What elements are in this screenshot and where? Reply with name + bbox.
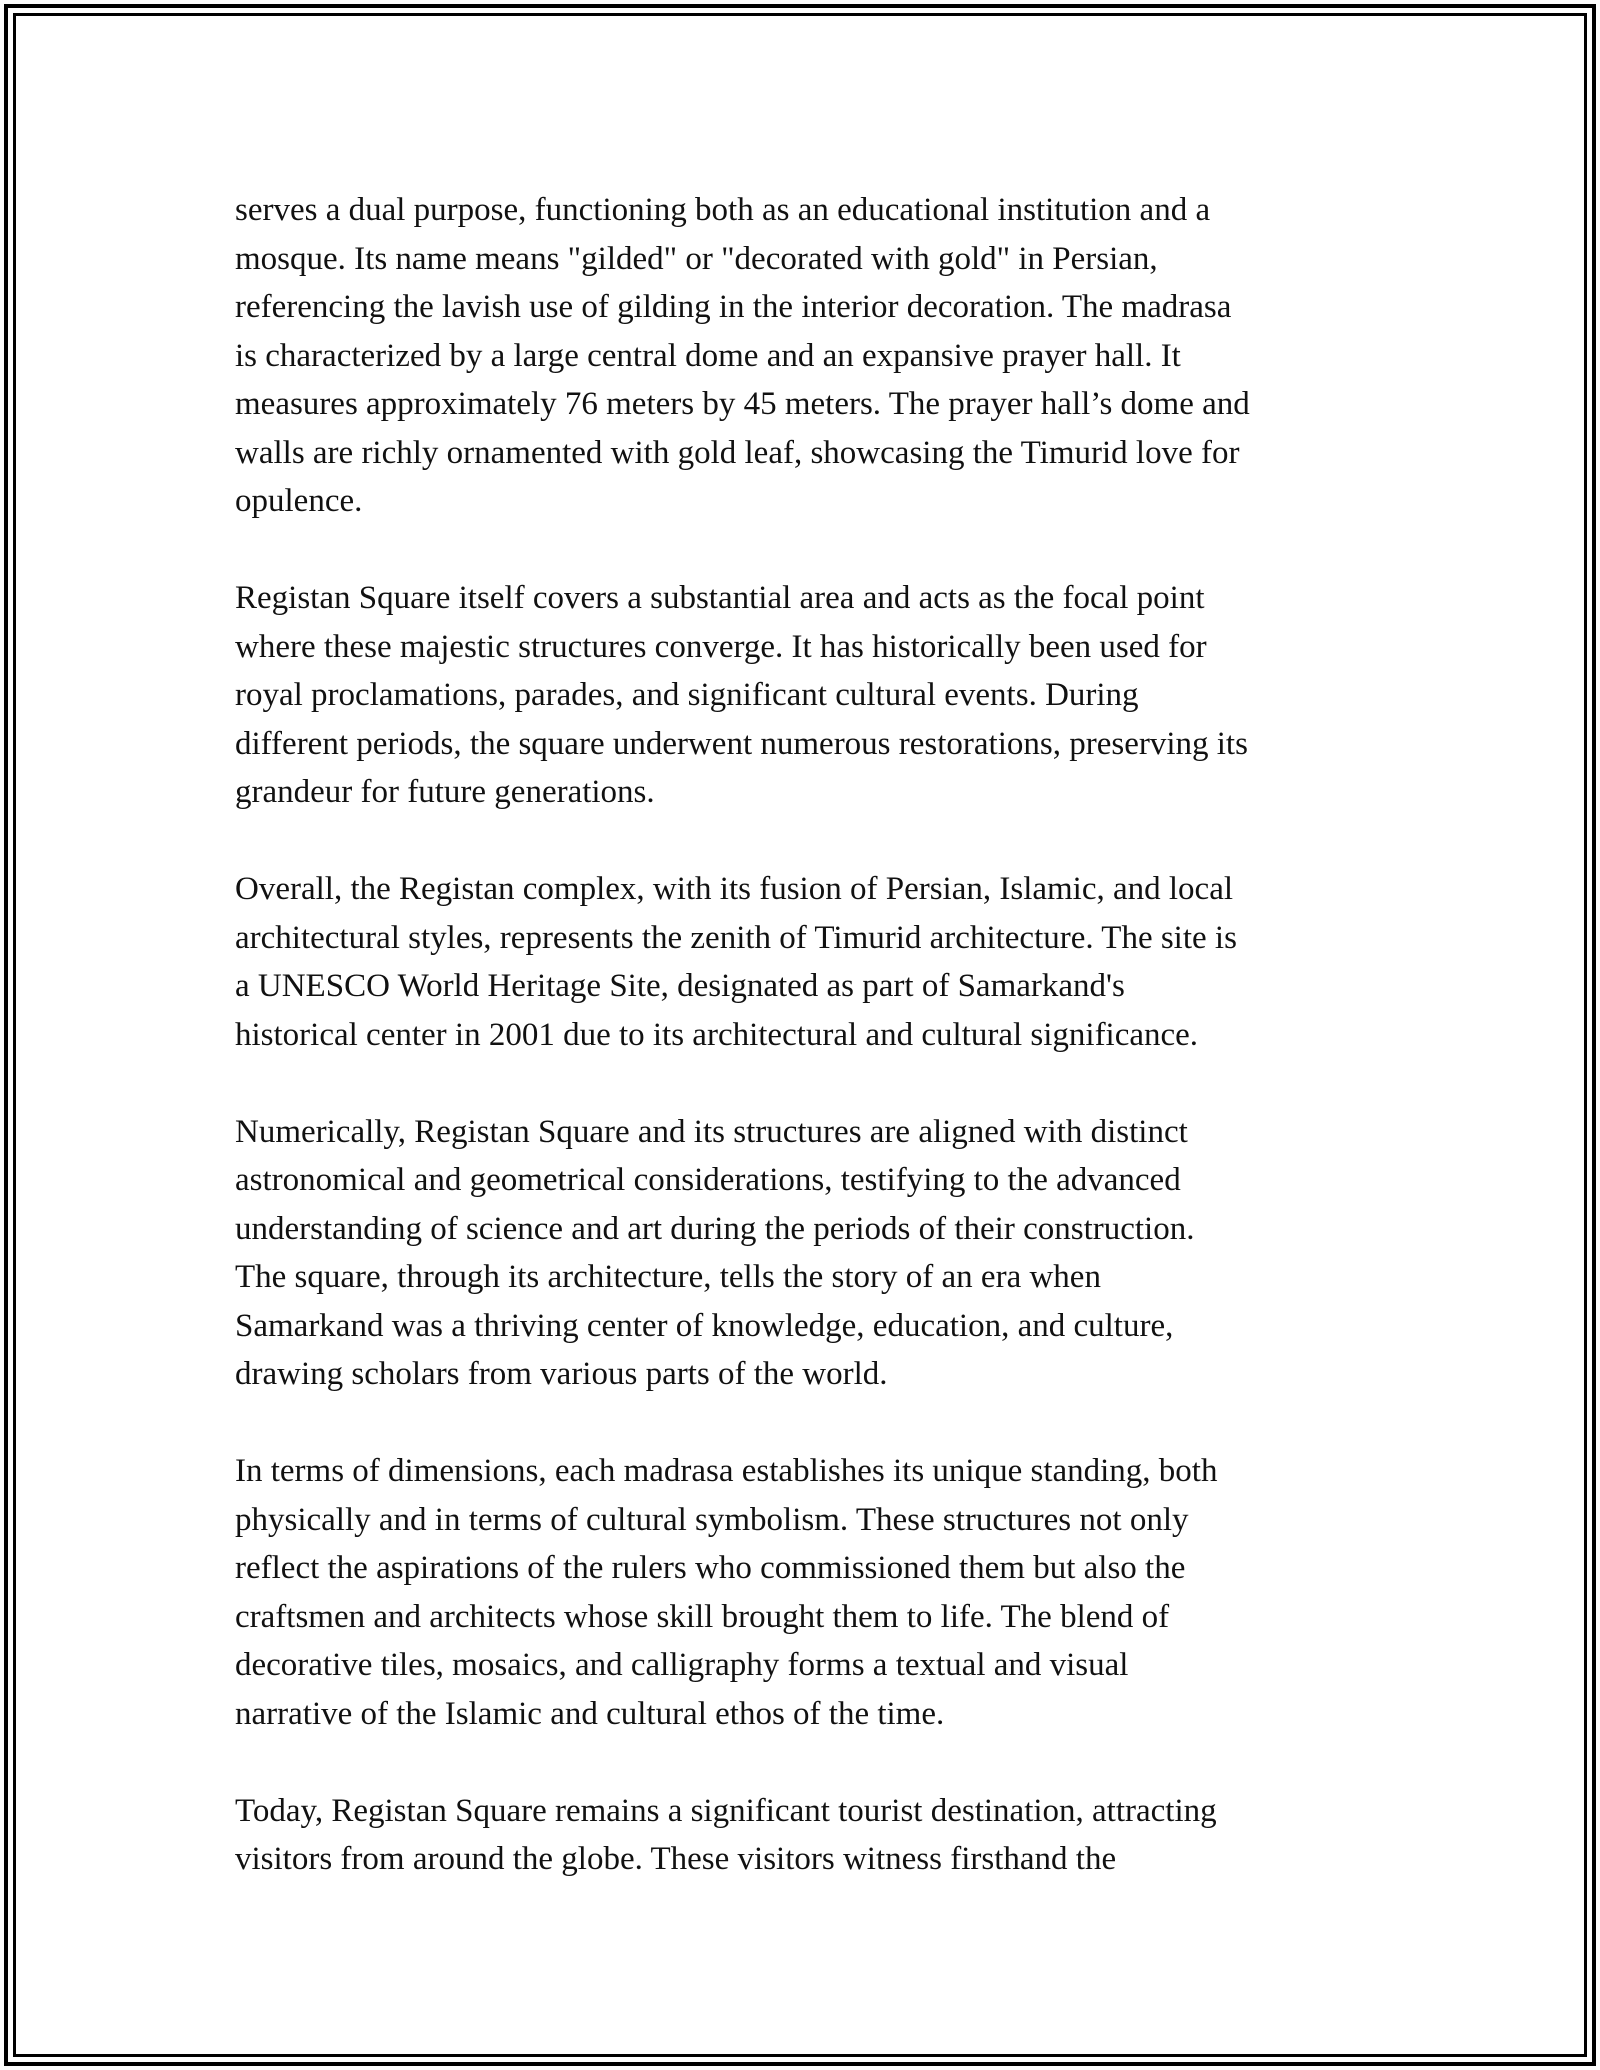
text-line: architectural styles, represents the zenith of Timurid architecture. The site is: [235, 919, 1237, 956]
text-line: opulence.: [235, 483, 363, 519]
document-body: [235, 186, 1385, 1932]
text-line: Samarkand was a thriving center of knowledge, education, and culture,: [235, 1307, 1174, 1344]
text-line: a UNESCO World Heritage Site, designated as part of Samarkand's: [235, 968, 1125, 1004]
text-line: grandeur for future generations.: [235, 774, 655, 810]
text-line: Overall, the Registan complex, with its fusion of Persian, Islamic, and local: [235, 871, 1234, 907]
text-line: The square, through its architecture, tells the story of an era when: [235, 1259, 1101, 1295]
text-line: different periods, the square underwent numerous restorations, preserving its: [235, 725, 1248, 762]
text-line: mosque. Its name means "gilded" or "decorated with gold" in Persian,: [235, 240, 1158, 277]
text-line: reflect the aspirations of the rulers who commissioned them but also the: [235, 1550, 1186, 1586]
paragraph-tourist-destination: [235, 1787, 1385, 1884]
text-line: referencing the lavish use of gilding in the interior decoration. The madrasa: [235, 289, 1232, 325]
text-line: historical center in 2001 due to its architectural and cultural significance.: [235, 1016, 1199, 1053]
text-line: Registan Square itself covers a substantial area and acts as the focal point: [235, 580, 1205, 616]
paragraph-dimensions-symbolism: [235, 1447, 1385, 1738]
text-line: royal proclamations, parades, and significant cultural events. During: [235, 677, 1139, 713]
text-line: In terms of dimensions, each madrasa establishes its unique standing, both: [235, 1453, 1218, 1489]
text-line: narrative of the Islamic and cultural ethos of the time.: [235, 1695, 945, 1732]
text-line: astronomical and geometrical considerations, testifying to the advanced: [235, 1162, 1181, 1198]
text-line: is characterized by a large central dome and an expansive prayer hall. It: [235, 337, 1181, 374]
paragraph-unesco-heritage: [235, 865, 1385, 1059]
text-line: drawing scholars from various parts of the world.: [235, 1356, 888, 1392]
paragraph-madrasa-description: [235, 186, 1385, 526]
text-line: craftsmen and architects whose skill brought them to life. The blend of: [235, 1598, 1170, 1635]
text-line: walls are richly ornamented with gold leaf, showcasing the Timurid love for: [235, 434, 1240, 471]
text-line: understanding of science and art during the periods of their construction.: [235, 1210, 1195, 1247]
paragraph-registan-square: [235, 574, 1385, 817]
text-line: physically and in terms of cultural symbolism. These structures not only: [235, 1501, 1189, 1538]
text-line: measures approximately 76 meters by 45 meters. The prayer hall’s dome and: [235, 386, 1250, 422]
text-line: Today, Registan Square remains a significant tourist destination, attracting: [235, 1792, 1217, 1829]
text-line: Numerically, Registan Square and its structures are aligned with distinct: [235, 1113, 1188, 1150]
text-line: visitors from around the globe. These visitors witness firsthand the: [235, 1841, 1117, 1877]
text-line: where these majestic structures converge. It has historically been used for: [235, 628, 1207, 665]
text-line: serves a dual purpose, functioning both as an educational institution and a: [235, 192, 1211, 228]
paragraph-astronomical-alignment: [235, 1108, 1385, 1399]
text-line: decorative tiles, mosaics, and calligraphy forms a textual and visual: [235, 1647, 1129, 1683]
